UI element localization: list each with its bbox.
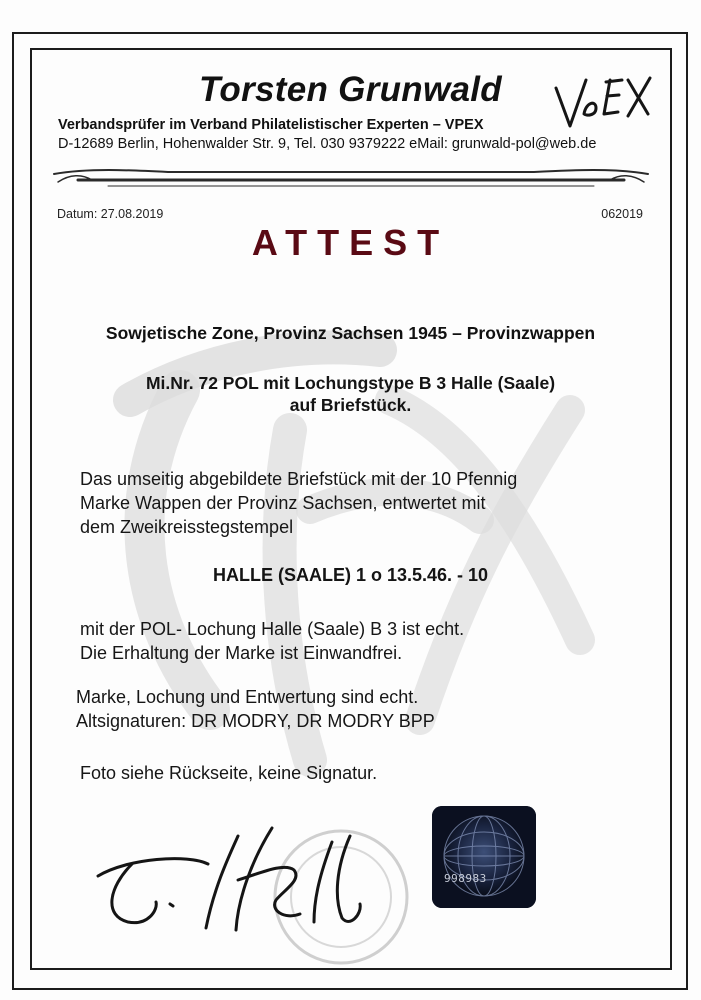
hologram-serial: 998983: [444, 872, 487, 885]
paragraph-2-line-1: mit der POL- Lochung Halle (Saale) B 3 ist echt.: [80, 619, 465, 639]
issue-date: Datum: 27.08.2019: [57, 207, 164, 221]
paragraph-3-line-2: Altsignaturen: DR MODRY, DR MODRY BPP: [76, 711, 435, 731]
examiner-name: Torsten Grunwald: [199, 70, 502, 109]
catalog-line-1: Mi.Nr. 72 POL mit Lochungstype B 3 Halle (Saale): [145, 373, 556, 393]
paragraph-3-line-1: Marke, Lochung und Entwertung sind echt.: [76, 687, 419, 707]
issue-heading: Sowjetische Zone, Provinz Sachsen 1945 – Provinzwappen: [105, 323, 596, 343]
paragraph-1-line-1: Das umseitig abgebildete Briefstück mit der 10 Pfennig: [80, 469, 518, 489]
handwritten-signature: [88, 818, 428, 938]
ornamental-divider: [48, 162, 654, 192]
paragraph-2-line-2: Die Erhaltung der Marke ist Einwandfrei.: [80, 643, 403, 663]
globe-icon: [432, 806, 536, 908]
address-line: D-12689 Berlin, Hohenwalder Str. 9, Tel. 030 9379222 eMail: grunwald-pol@web.de: [58, 136, 597, 152]
vpex-logo: [548, 70, 658, 132]
paragraph-1-line-2: Marke Wappen der Provinz Sachsen, entwertet mit: [80, 493, 486, 513]
cancellation-text: HALLE (SAALE) 1 o 13.5.46. - 10: [212, 565, 489, 585]
document-title: ATTEST: [251, 222, 450, 263]
catalog-line-2: auf Briefstück.: [289, 395, 412, 415]
hologram-sticker: [432, 806, 536, 908]
paragraph-1-line-3: dem Zweikreisstegstempel: [80, 517, 294, 537]
association-subtitle: Verbandsprüfer im Verband Philatelistischer Experten – VPEX: [58, 117, 484, 133]
certificate-number: 062019: [601, 207, 643, 221]
paragraph-4: Foto siehe Rückseite, keine Signatur.: [80, 763, 378, 783]
